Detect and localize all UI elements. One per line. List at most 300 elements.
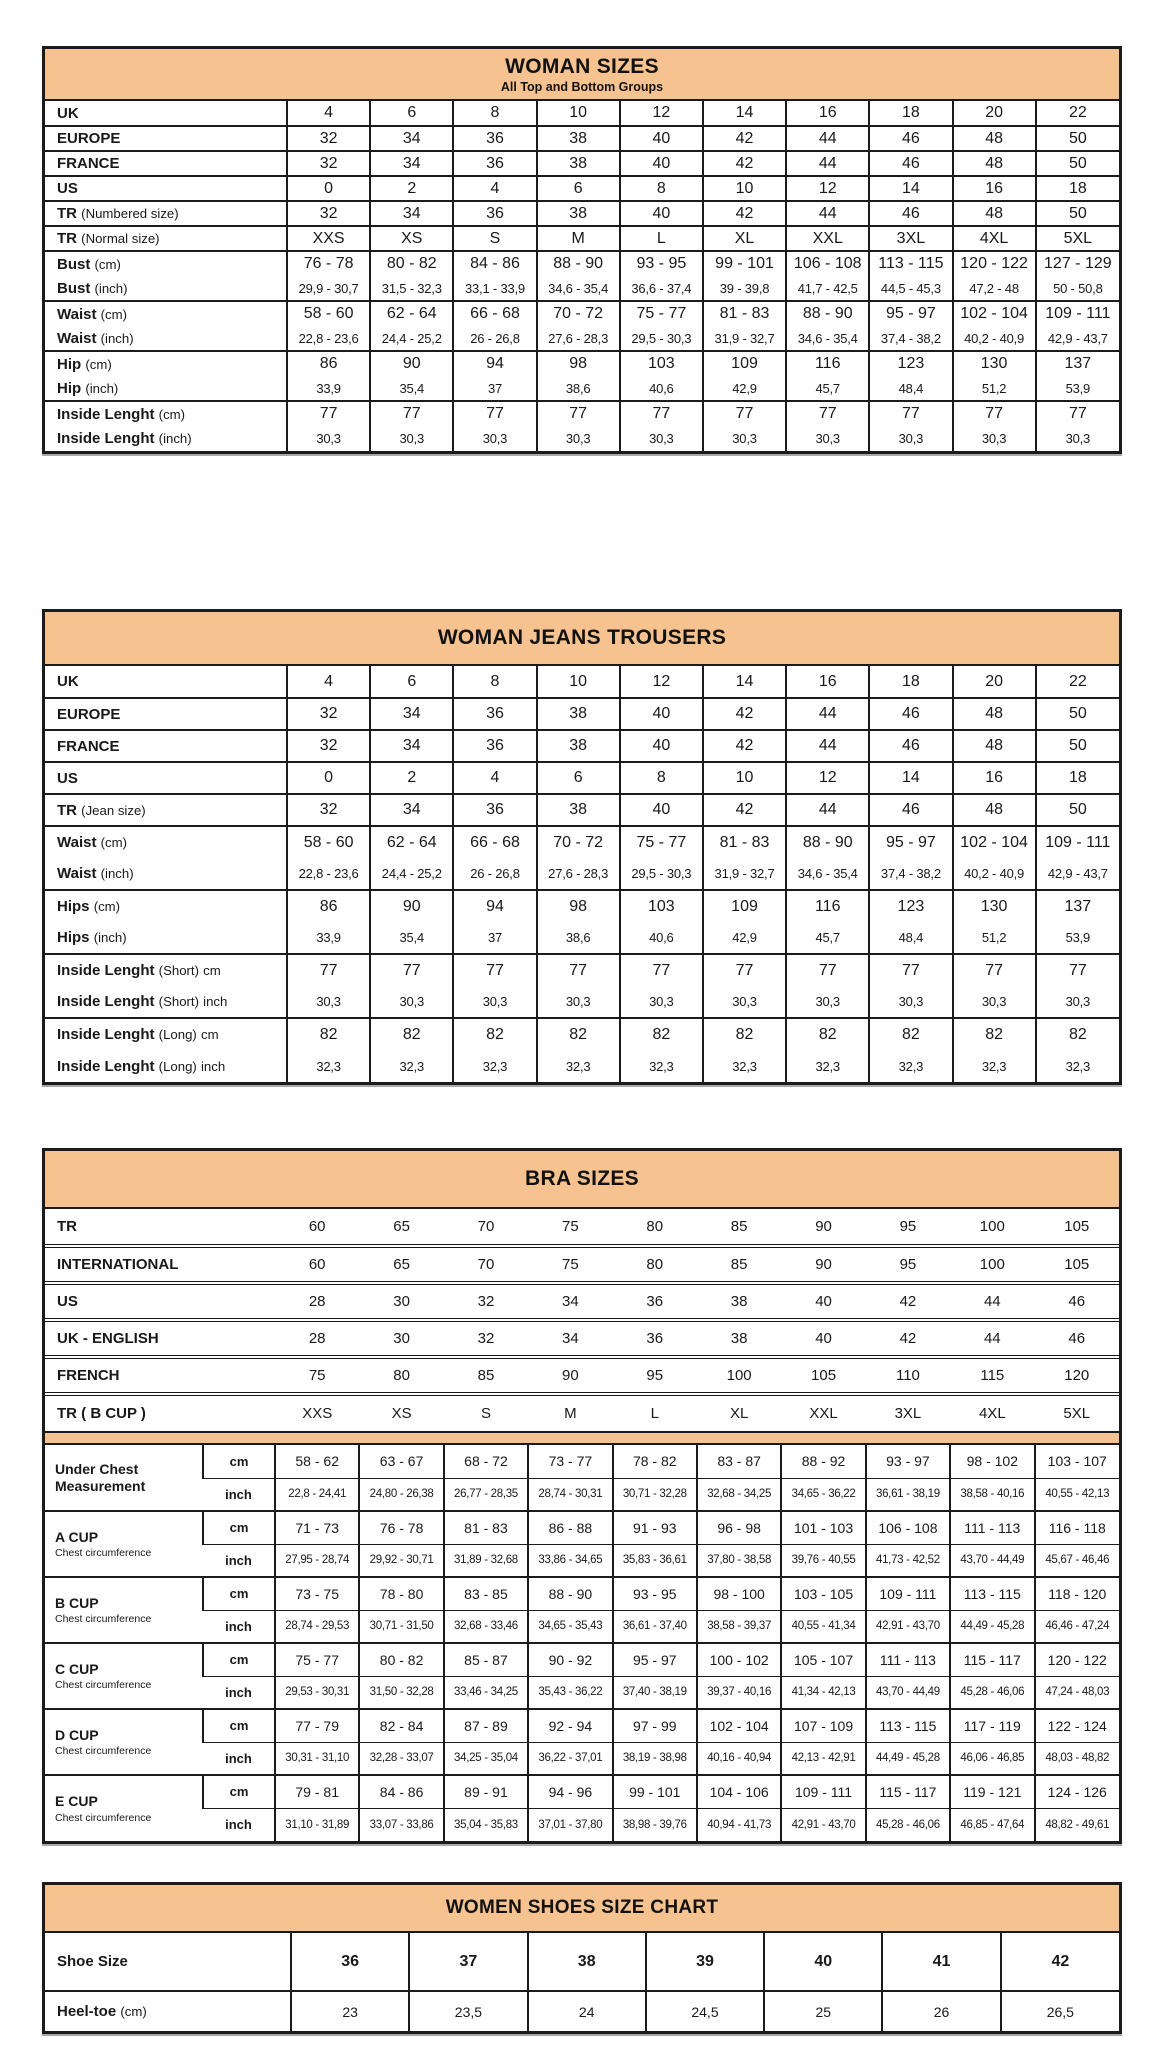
size-value: 33,46 - 34,25 (444, 1676, 528, 1709)
size-value: 32,3 (703, 1050, 786, 1082)
size-value: 30,3 (537, 986, 620, 1018)
size-value: 34,6 - 35,4 (786, 858, 869, 890)
size-value: 30 (359, 1283, 443, 1320)
size-value: 30,3 (620, 986, 703, 1018)
size-value: 42,9 - 43,7 (1036, 326, 1119, 351)
size-value: 120 - 122 (1035, 1643, 1119, 1676)
size-value: 115 - 117 (866, 1775, 950, 1808)
size-value: 90 (370, 351, 453, 376)
size-value: 84 - 86 (453, 251, 536, 276)
bra-cup-measurement-grid (45, 1445, 1119, 1841)
woman-sizes-header (45, 49, 1119, 101)
size-value: 62 - 64 (370, 826, 453, 858)
size-value: 44 (786, 794, 869, 826)
size-value: 102 - 104 (697, 1709, 781, 1742)
size-value: 109 - 111 (1036, 826, 1119, 858)
size-value: 88 - 90 (528, 1577, 612, 1610)
size-value: 22 (1036, 101, 1119, 126)
size-value: 50 (1036, 126, 1119, 151)
size-value: 77 (287, 954, 370, 986)
size-value: 37,80 - 38,58 (697, 1544, 781, 1577)
size-value: 30,3 (287, 986, 370, 1018)
size-value: 3XL (866, 1394, 950, 1431)
size-value: 46 (869, 730, 952, 762)
size-value: 36 (613, 1283, 697, 1320)
size-value: 99 - 101 (703, 251, 786, 276)
size-value: 30,3 (953, 986, 1036, 1018)
size-value: 36 (613, 1320, 697, 1357)
size-value: 32,3 (537, 1050, 620, 1082)
size-value: 130 (953, 890, 1036, 922)
row-label: Inside Lenght (Short) inch (57, 993, 228, 1010)
size-value: 31,10 - 31,89 (275, 1808, 359, 1841)
size-value: 80 (359, 1357, 443, 1394)
size-value: 77 (287, 401, 370, 426)
size-value: 105 (1064, 1218, 1090, 1235)
size-value: 36 (453, 794, 536, 826)
size-value: 34 (370, 201, 453, 226)
size-value: 34 (528, 1283, 612, 1320)
size-value: 77 (953, 401, 1036, 426)
size-value: 77 (786, 954, 869, 986)
size-value: 30,3 (703, 426, 786, 451)
size-value: 77 (453, 401, 536, 426)
size-value: 77 (953, 954, 1036, 986)
size-value: 40 (620, 730, 703, 762)
size-value: 90 (815, 1218, 832, 1235)
size-value: 36 (453, 151, 536, 176)
row-label: Inside Lenght (Short) cm (45, 954, 287, 986)
size-value: 88 - 90 (537, 251, 620, 276)
row-label: Heel-toe (cm) (45, 1991, 291, 2031)
size-value: 58 - 62 (275, 1445, 359, 1478)
size-value: 37 (453, 376, 536, 401)
size-value: 24,80 - 26,38 (359, 1478, 443, 1511)
size-value: 117 - 119 (950, 1709, 1034, 1742)
size-value: 40,2 - 40,9 (953, 858, 1036, 890)
table-row (45, 698, 1119, 730)
table-row (45, 730, 1119, 762)
row-label: B CUP Chest circumference (45, 1577, 203, 1643)
size-value: 33,9 (287, 922, 370, 954)
size-value: 40,6 (620, 922, 703, 954)
size-value: 50 (1036, 698, 1119, 730)
row-label: Inside Lenght (cm) (45, 401, 287, 426)
size-value: 34 (528, 1320, 612, 1357)
size-value: 80 (646, 1218, 664, 1235)
size-value: 24,4 - 25,2 (370, 326, 453, 351)
size-value: 109 (703, 890, 786, 922)
size-value: 81 - 83 (444, 1511, 528, 1544)
size-value: 80 (613, 1246, 697, 1283)
size-value: 75 (562, 1218, 579, 1235)
size-value: 44 (786, 201, 869, 226)
size-value: 41,7 - 42,5 (786, 276, 869, 301)
size-value: 99 - 101 (613, 1775, 697, 1808)
size-value: 32 (287, 151, 370, 176)
size-value: 8 (453, 666, 536, 698)
unit-label: cm (203, 1577, 275, 1610)
size-value: 63 - 67 (359, 1445, 443, 1478)
size-value: 28 (275, 1320, 359, 1357)
size-value: 32 (444, 1320, 528, 1357)
size-value: 27,95 - 28,74 (275, 1544, 359, 1577)
size-value: 29,5 - 30,3 (620, 326, 703, 351)
size-value: 38 (697, 1283, 781, 1320)
size-value: 34 (370, 794, 453, 826)
size-value: 35,83 - 36,61 (613, 1544, 697, 1577)
size-value: 16 (786, 101, 869, 126)
row-label: C CUP Chest circumference (45, 1643, 203, 1709)
size-value: 83 - 85 (444, 1577, 528, 1610)
row-label: Under Chest Measurement (55, 1461, 146, 1494)
women-shoes-header (45, 1885, 1119, 1933)
size-value: 29,53 - 30,31 (275, 1676, 359, 1709)
size-value: M (537, 226, 620, 251)
size-value: 36 (453, 126, 536, 151)
size-value: 127 - 129 (1036, 251, 1119, 276)
size-value: 107 - 109 (781, 1709, 865, 1742)
size-value: 116 (786, 351, 869, 376)
size-value: 33,9 (287, 376, 370, 401)
size-value: 32 (287, 730, 370, 762)
size-value: 110 (866, 1357, 950, 1394)
size-value: 40 (620, 151, 703, 176)
size-value: 25 (764, 1991, 882, 2031)
size-value: 98 (537, 351, 620, 376)
size-value: 10 (537, 101, 620, 126)
size-value: 40,16 - 40,94 (697, 1742, 781, 1775)
row-label: Hip (cm) (45, 351, 287, 376)
size-value: 38 (537, 201, 620, 226)
size-value: 123 (869, 351, 952, 376)
size-value: 118 - 120 (1035, 1577, 1119, 1610)
size-value: 71 - 73 (275, 1511, 359, 1544)
size-value: 42,13 - 42,91 (781, 1742, 865, 1775)
unit-label: inch (203, 1742, 275, 1775)
size-value: XXL (786, 226, 869, 251)
size-value: 41,34 - 42,13 (781, 1676, 865, 1709)
size-value: 40 (764, 1933, 882, 1991)
size-value: XXS (275, 1394, 359, 1431)
size-value: 35,04 - 35,83 (444, 1808, 528, 1841)
size-value: 47,24 - 48,03 (1035, 1676, 1119, 1709)
size-value: 42 (703, 730, 786, 762)
size-value: 65 (359, 1246, 443, 1283)
table-row (45, 826, 1119, 858)
table-row (45, 1478, 1119, 1511)
table-row (45, 1394, 1119, 1431)
size-value: 16 (786, 666, 869, 698)
size-value: 44 (786, 126, 869, 151)
size-value: 98 (537, 890, 620, 922)
size-value: 97 - 99 (613, 1709, 697, 1742)
size-value: 58 - 60 (287, 301, 370, 326)
size-value: XL (703, 226, 786, 251)
size-value: 29,92 - 30,71 (359, 1544, 443, 1577)
size-value: 40 (620, 698, 703, 730)
size-value: 22,8 - 23,6 (287, 326, 370, 351)
size-value: 38,98 - 39,76 (613, 1808, 697, 1841)
size-value: 75 - 77 (620, 301, 703, 326)
size-value: 137 (1036, 351, 1119, 376)
row-label: US (45, 1283, 275, 1320)
size-value: 30,3 (370, 986, 453, 1018)
size-value: 12 (786, 762, 869, 794)
size-value: 76 - 78 (287, 251, 370, 276)
row-label: EUROPE (45, 126, 287, 151)
size-value: 40,94 - 41,73 (697, 1808, 781, 1841)
size-value: 32,3 (953, 1050, 1036, 1082)
size-value: 53,9 (1036, 922, 1119, 954)
row-label: A CUP Chest circumference (45, 1511, 203, 1577)
size-value: 26,5 (1001, 1991, 1119, 2031)
size-value: 51,2 (953, 376, 1036, 401)
size-value: 26,77 - 28,35 (444, 1478, 528, 1511)
size-value: 46 (869, 698, 952, 730)
size-value: 113 - 115 (869, 251, 952, 276)
row-label: Waist (cm) (45, 301, 287, 326)
size-value: 102 - 104 (953, 301, 1036, 326)
size-value: 123 (869, 890, 952, 922)
size-value: 82 (537, 1018, 620, 1050)
size-value: 30,3 (1036, 426, 1119, 451)
size-value: 82 (786, 1018, 869, 1050)
size-value: 32,3 (620, 1050, 703, 1082)
row-label: TR ( B CUP ) (45, 1394, 275, 1431)
table-title: WOMAN SIZES (505, 54, 659, 78)
size-value: 44 (786, 151, 869, 176)
size-value: 90 (528, 1357, 612, 1394)
size-value: 77 (370, 954, 453, 986)
table-row (45, 226, 1119, 251)
size-value: 116 (786, 890, 869, 922)
size-value: 48,4 (869, 376, 952, 401)
table-row (45, 276, 1119, 301)
size-value: 36,61 - 38,19 (866, 1478, 950, 1511)
size-value: 44 (786, 698, 869, 730)
size-value: 88 - 90 (786, 301, 869, 326)
size-value: 30,3 (786, 426, 869, 451)
unit-label: inch (203, 1676, 275, 1709)
size-value: 103 (620, 890, 703, 922)
row-label: Shoe Size (57, 1953, 128, 1970)
size-value: 31,9 - 32,7 (703, 858, 786, 890)
size-value: 75 (528, 1246, 612, 1283)
size-value: 12 (620, 101, 703, 126)
row-label: EUROPE (45, 698, 287, 730)
size-value: 82 - 84 (359, 1709, 443, 1742)
size-value: 24,5 (646, 1991, 764, 2031)
women-shoes-table (42, 1882, 1122, 2034)
size-value: 109 - 111 (1036, 301, 1119, 326)
size-value: 42 (703, 126, 786, 151)
table-row (45, 1933, 1119, 1991)
size-value: 88 - 90 (786, 826, 869, 858)
size-value: 53,9 (1036, 376, 1119, 401)
size-value: 40 (620, 201, 703, 226)
table-row (45, 794, 1119, 826)
size-value: 32,3 (370, 1050, 453, 1082)
size-value: 32,3 (869, 1050, 952, 1082)
table-row (45, 1808, 1119, 1841)
size-value: 82 (620, 1018, 703, 1050)
size-value: 82 (1036, 1018, 1119, 1050)
size-value: 38,6 (537, 376, 620, 401)
size-value: 38 (528, 1933, 646, 1991)
size-value: 38 (537, 151, 620, 176)
size-value: 38,6 (537, 922, 620, 954)
size-value: 93 - 97 (866, 1445, 950, 1478)
size-value: 33,86 - 34,65 (528, 1544, 612, 1577)
size-value: 40,55 - 41,34 (781, 1610, 865, 1643)
size-value: 60 (275, 1246, 359, 1283)
row-label: Hip (inch) (57, 379, 119, 397)
size-value: 34,65 - 36,22 (781, 1478, 865, 1511)
size-value: 82 (453, 1018, 536, 1050)
size-value: 100 (979, 1218, 1005, 1235)
unit-label: cm (203, 1643, 275, 1676)
size-value: 44 (786, 730, 869, 762)
size-value: 38 (537, 698, 620, 730)
size-value: 32 (287, 126, 370, 151)
row-label: TR (Normal size) (45, 226, 287, 251)
size-value: 36 (453, 201, 536, 226)
size-value: 48 (953, 126, 1036, 151)
unit-label: cm (203, 1445, 275, 1478)
table-row (45, 1775, 1119, 1808)
size-value: 18 (869, 666, 952, 698)
size-value: 85 (730, 1218, 748, 1235)
table-row (45, 1320, 1119, 1357)
size-value: 4XL (953, 226, 1036, 251)
size-value: 116 - 118 (1035, 1511, 1119, 1544)
size-value: 40 (781, 1283, 865, 1320)
size-value: 45,28 - 46,06 (866, 1808, 950, 1841)
size-value: 84 - 86 (359, 1775, 443, 1808)
size-value: 39,37 - 40,16 (697, 1676, 781, 1709)
table-row (45, 1610, 1119, 1643)
size-value: 46 (869, 794, 952, 826)
size-value: 4XL (950, 1394, 1034, 1431)
size-value: 94 (453, 351, 536, 376)
row-label: UK (57, 104, 79, 122)
woman-sizes-table (42, 46, 1122, 454)
size-value: 30,3 (953, 426, 1036, 451)
size-value: 78 - 82 (613, 1445, 697, 1478)
size-value: 120 (1035, 1357, 1119, 1394)
row-label: Waist (inch) (57, 865, 134, 882)
table-row (45, 351, 1119, 376)
size-value: 30,3 (703, 986, 786, 1018)
size-value: 40 (781, 1320, 865, 1357)
table-row (45, 1050, 1119, 1082)
row-label: FRANCE (45, 151, 287, 176)
size-value: 82 (370, 1018, 453, 1050)
size-value: 36 (453, 730, 536, 762)
size-value: 4 (287, 666, 370, 698)
size-value: 31,5 - 32,3 (370, 276, 453, 301)
table-row (45, 1357, 1119, 1394)
size-value: 14 (869, 762, 952, 794)
size-value: 78 - 80 (359, 1577, 443, 1610)
size-value: 41 (882, 1933, 1000, 1991)
unit-label: inch (203, 1544, 275, 1577)
size-value: 106 - 108 (866, 1511, 950, 1544)
size-value: 16 (953, 176, 1036, 201)
row-label: TR (Jean size) (45, 794, 287, 826)
size-value: 77 (537, 954, 620, 986)
row-label: Waist (inch) (57, 329, 134, 347)
size-value: 38 (537, 730, 620, 762)
size-value: 31,9 - 32,7 (703, 326, 786, 351)
size-value: 76 - 78 (359, 1511, 443, 1544)
table-row (45, 376, 1119, 401)
size-value: 42 (866, 1320, 950, 1357)
size-value: 45,28 - 46,06 (950, 1676, 1034, 1709)
row-label: TR (57, 1218, 77, 1235)
size-value: 26 - 26,8 (453, 326, 536, 351)
size-value: 94 - 96 (528, 1775, 612, 1808)
row-label: UK (57, 673, 79, 690)
size-value: 39,76 - 40,55 (781, 1544, 865, 1577)
row-label: US (45, 762, 287, 794)
size-value: 100 (697, 1357, 781, 1394)
size-value: 32,28 - 33,07 (359, 1742, 443, 1775)
size-value: XXS (287, 226, 370, 251)
size-value: 28 (275, 1283, 359, 1320)
size-value: 42 (866, 1283, 950, 1320)
table-row (45, 251, 1119, 276)
size-value: 79 - 81 (275, 1775, 359, 1808)
size-value: S (444, 1394, 528, 1431)
size-value: 50 (1036, 794, 1119, 826)
table-row (45, 326, 1119, 351)
table-title: WOMAN JEANS TROUSERS (437, 626, 727, 649)
size-value: 37,40 - 38,19 (613, 1676, 697, 1709)
table-row (45, 1511, 1119, 1544)
size-value: 48 (953, 201, 1036, 226)
size-value: 32,3 (1036, 1050, 1119, 1082)
row-label: Bust (inch) (57, 279, 128, 297)
size-value: 65 (393, 1218, 410, 1235)
size-value: 90 - 92 (528, 1643, 612, 1676)
table-row (45, 1544, 1119, 1577)
table-row (45, 1577, 1119, 1610)
size-value: 82 (953, 1018, 1036, 1050)
size-value: 36 (291, 1933, 409, 1991)
size-value: L (620, 226, 703, 251)
table-title: WOMEN SHOES SIZE CHART (445, 1897, 719, 1918)
size-value: 95 - 97 (869, 826, 952, 858)
size-value: 30,3 (287, 426, 370, 451)
size-value: 35,4 (370, 376, 453, 401)
unit-label: inch (203, 1478, 275, 1511)
size-value: 96 - 98 (697, 1511, 781, 1544)
row-label: E CUP Chest circumference (45, 1775, 203, 1841)
size-value: 77 (869, 401, 952, 426)
size-value: 32,3 (287, 1050, 370, 1082)
size-value: 46,46 - 47,24 (1035, 1610, 1119, 1643)
table-subtitle: All Top and Bottom Groups (500, 79, 664, 94)
size-value: 5XL (1036, 226, 1119, 251)
size-value: 40 (620, 794, 703, 826)
size-value: 73 - 77 (528, 1445, 612, 1478)
size-value: 47,2 - 48 (953, 276, 1036, 301)
size-value: 50 (1036, 151, 1119, 176)
unit-label: cm (203, 1775, 275, 1808)
size-value: 88 - 92 (781, 1445, 865, 1478)
